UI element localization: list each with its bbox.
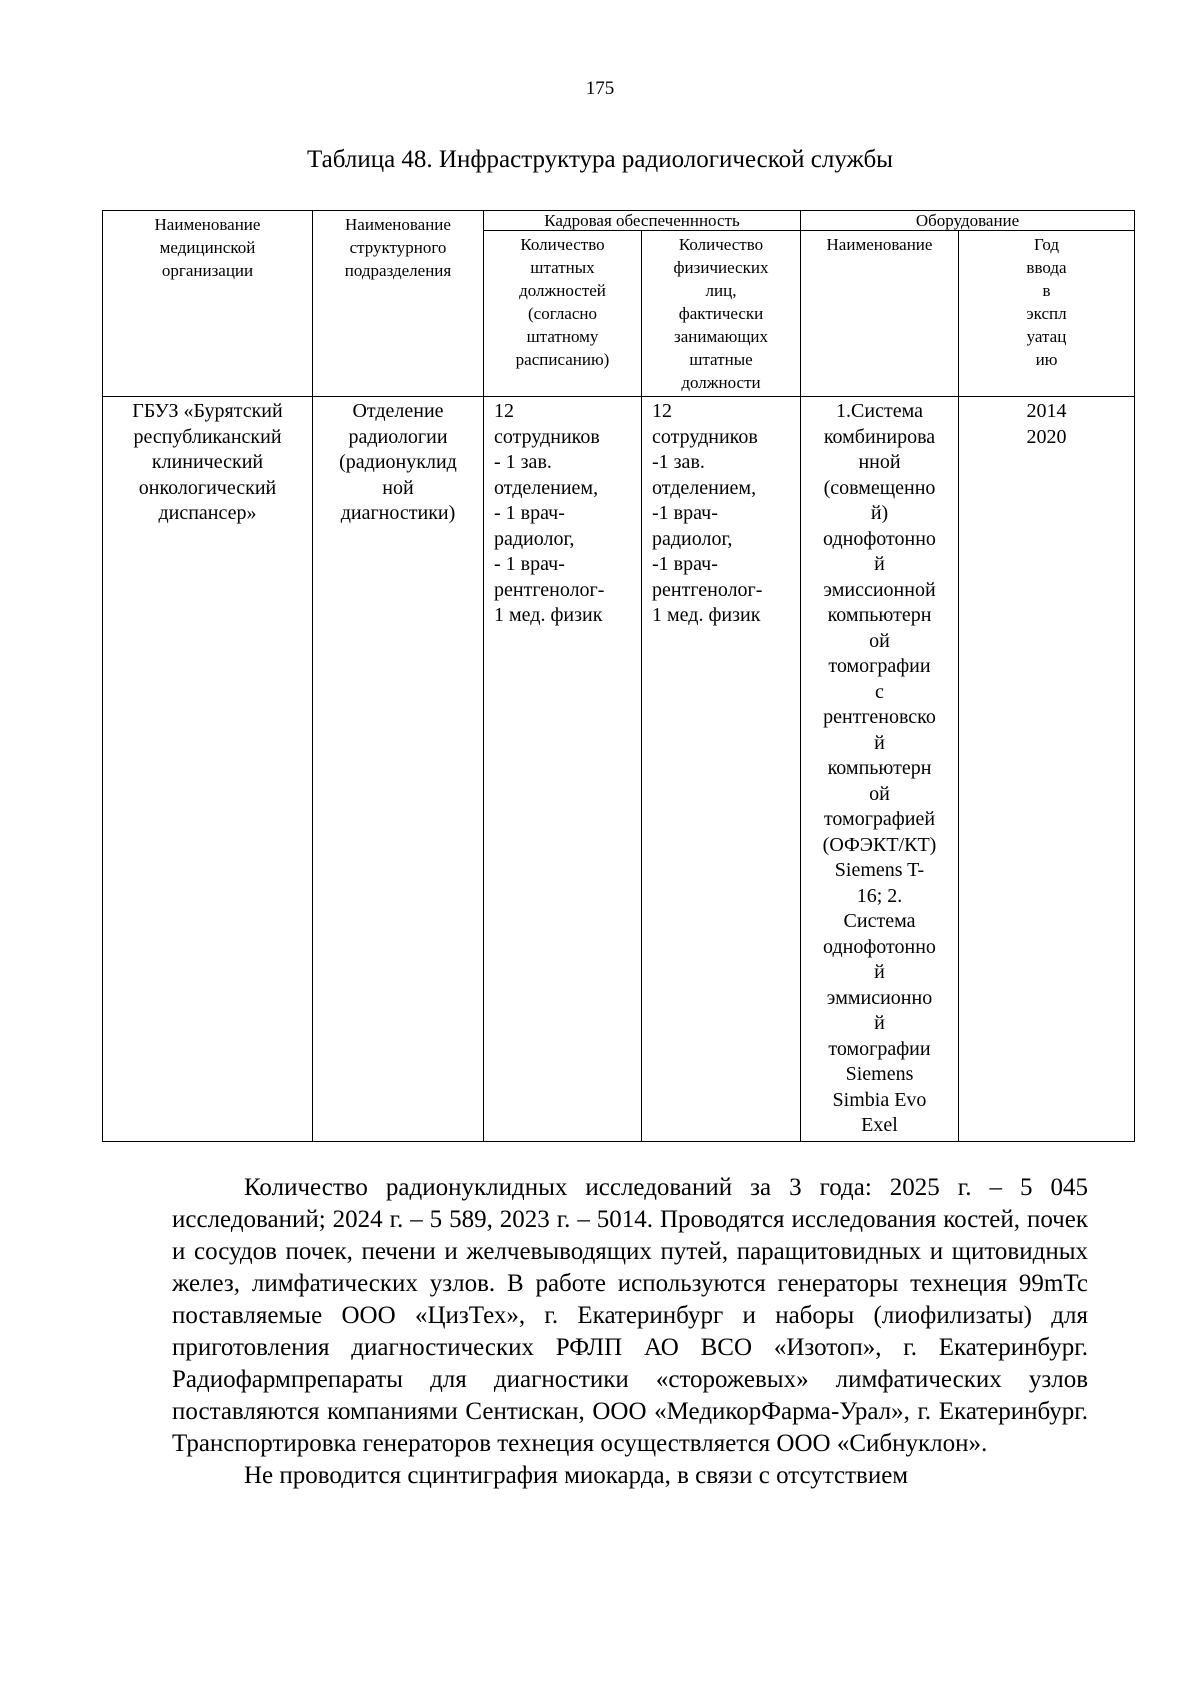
header-row-top <box>103 211 1135 231</box>
cell-equipment: 1.Система комбинирова нной (совмещенно й) однофотонно й эмиссионной компьютерн ой томографии с рентгеновско й компьютерн ой томографией (ОФЭКТ/КТ) Siemens T- 16; 2. Система однофотонно й эммисионно й томографии Siemens Simbia Evo Exel <box>801 397 959 1142</box>
table-title: Таблица 48. Инфраструктура радиологической службы <box>307 146 893 173</box>
cell-unit: Отделение радиологии (радионуклид ной диагностики) <box>313 397 484 1142</box>
header-staffing: Кадровая обеспеченнность <box>484 211 801 231</box>
header-commission-year: Год ввода в экспл уатац ию <box>959 231 1135 397</box>
header-staff-positions: Количество штатных должностей (согласно штатному расписанию) <box>484 231 642 397</box>
header-staff-persons: Количество физичиеских лиц, фактически занимающих штатные должности <box>642 231 801 397</box>
cell-years: 2014 2020 <box>959 397 1135 1142</box>
paragraph-myocardial-scintigraphy: Не проводится сцинтиграфия миокарда, в связи с отсутствием <box>244 1462 909 1489</box>
cell-staff-persons: 12 сотрудников -1 зав. отделением, -1 врач- радиолог, -1 врач- рентгенолог- 1 мед. физик <box>642 397 801 1142</box>
body-text <box>172 1172 1088 1492</box>
infrastructure-table <box>102 210 1135 1142</box>
header-org-name: Наименование медицинской организации <box>103 211 313 397</box>
header-unit-name: Наименование структурного подразделения <box>313 211 484 397</box>
paragraph-radionuclide-studies: Количество радионуклидных исследований за 3 года: 2025 г. – 5 045 исследований; 2024 г. – 5 589, 2023 г. – 5014. Проводятся исследования костей, почек и сосудов почек, печени и желчевыводящих путей, паращитовидных и щитовидных желез, лимфатических узлов. В работе используются генераторы технеция 99mTc поставляемые ООО «ЦизТех», г. Екатеринбург и наборы (лиофилизаты) для приготовления диагностических РФЛП АО ВСО «Изотоп», г. Екатеринбург. Радиофармпрепараты для диагностики «сторожевых» лимфатических узлов поставляются компаниями Сентискан, ООО «МедикорФарма-Урал», г. Екатеринбург. Транспортировка генераторов технеция осуществляется ООО «Сибнуклон». <box>172 1174 1088 1457</box>
header-equipment: Оборудование <box>801 211 1135 231</box>
page-number: 175 <box>585 78 615 99</box>
cell-org: ГБУЗ «Бурятский республиканский клинический онкологический диспансер» <box>103 397 313 1142</box>
header-equipment-name: Наименование <box>801 231 959 397</box>
cell-staff-positions: 12 сотрудников - 1 зав. отделением, - 1 врач- радиолог, - 1 врач- рентгенолог- 1 мед. физик <box>484 397 642 1142</box>
table-row <box>103 397 1135 1142</box>
